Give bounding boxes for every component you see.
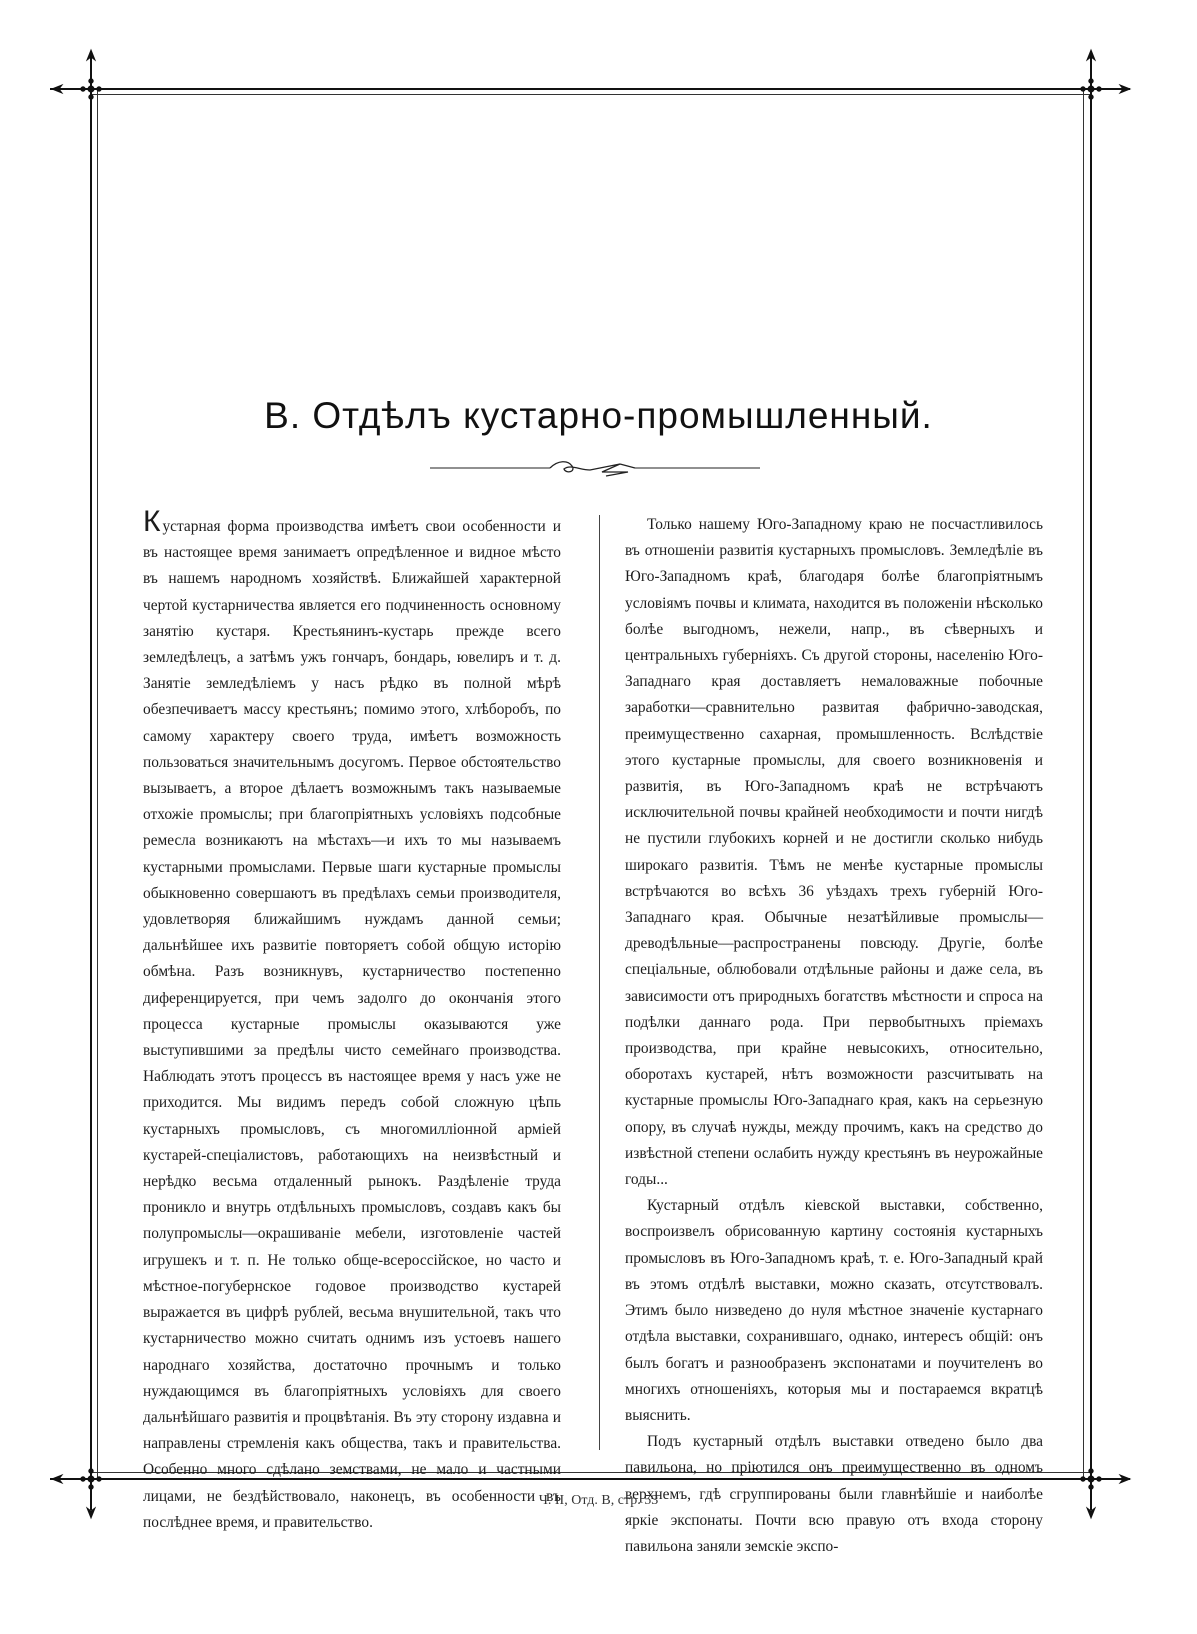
text-column-right: [625, 512, 1043, 1560]
drop-cap: К: [143, 505, 161, 538]
corner-ornament-icon: [1046, 1434, 1136, 1524]
frame-left-rule: [90, 55, 92, 1510]
frame-right-inner-rule: [1083, 88, 1084, 1478]
corner-ornament-icon: [1046, 44, 1136, 134]
page-footer: Ч. II, Отд. В, стр. 53: [538, 1493, 659, 1508]
frame-right-rule: [1090, 55, 1092, 1510]
paragraph-text: устарная форма производства имѣетъ свои особенности и въ настоящее время занимаетъ опредѣленное и видное мѣсто въ нашемъ народномъ хозяйствѣ. Ближайшей характерной чертой кустарничества является его подчиненность основному занятію кустаря. Крестьянинъ-кустарь прежде всего земледѣлецъ, а затѣмъ ужъ гончаръ, бондарь, ювелиръ и т. д. Занятіе земледѣліемъ у насъ рѣдко въ полной мѣрѣ обезпечиваетъ массу крестьянъ; помимо этого, хлѣборобъ, по самому характеру своего труда, имѣетъ возможность пользоваться значительнымъ досугомъ. Первое обстоятельство вызываетъ, а второе дѣлаетъ возможнымъ такъ называемые отхожіе промыслы; при благопріятныхъ условіяхъ подсобные ремесла возникаютъ на мѣстахъ—и ихъ то мы называемъ кустарными промыслами. Первые шаги кустарные промыслы обыкновенно совершаютъ въ предѣлахъ семьи производителя, удовлетворяя ближайшимъ нуждамъ данной семьи; дальнѣйшее ихъ развитіе повторяетъ собой общую исторію обмѣна. Разъ возникнувъ, кустарничество постепенно диференцируется, при чемъ задолго до окончанія этого процесса кустарные промыслы оказываются уже выступившими за предѣлы чисто семейнаго производства. Наблюдать этотъ процессъ въ настоящее время у насъ уже не приходится. Мы видимъ передъ собой сложную цѣпь кустарныхъ промысловъ, съ многомилліонной арміей кустарей-спеціалистовъ, работающихъ на неизвѣстный и нерѣдко весьма отдаленный рынокъ. Раздѣленіе труда проникло и внутрь отдѣльныхъ промысловъ, создавъ какъ бы полупромыслы—окрашиваніе мебели, изготовленіе частей игрушекъ и т. п. Не только обще-всероссійское, но часто и мѣстное-погубернское годовое производство кустарей выражается въ цифрѣ рублей, весьма внушительной, такъ что кустарничество можно считать однимъ изъ устоевъ нашего народнаго хозяйства, достаточно прочнымъ и только нуждающимся въ благопріятныхъ условіяхъ для своего дальнѣйшаго развитія и процвѣтанія. Въ эту сторону издавна и направлены стремленія какъ общества, такъ и правительства. Особенно много сдѣлано земствами, не мало и частными лицами, не бездѣйствовало, наконецъ, въ особенности въ послѣднее время, и правительство.: [143, 518, 561, 1531]
section-title: В. Отдѣлъ кустарно-промышленный.: [264, 395, 933, 436]
frame-top-rule: [50, 88, 1130, 90]
body-paragraph: Подъ кустарный отдѣлъ выставки отведено было два павильона, но пріютился онъ преимущественно въ одномъ верхнемъ, гдѣ сгруппированы были главнѣйшіе и наиболѣе яркіе экспонаты. Почти всю правую отъ входа сторону павильона заняли земскіе экспо-: [625, 1433, 1043, 1555]
frame-left-inner-rule: [97, 88, 98, 1478]
body-paragraph: Только нашему Юго-Западному краю не посчастливилось въ отношеніи развитія кустарныхъ промысловъ. Земледѣліе въ Юго-Западномъ краѣ, благодаря болѣе благопріятнымъ условіямъ почвы и климата, находится въ положеніи нѣсколько болѣе выгодномъ, нежели, напр., въ сѣверныхъ и центральныхъ губерніяхъ. Съ другой стороны, населенію Юго-Западнаго края доставляетъ немаловажные побочные заработки—сравнительно развитая фабрично-заводская, преимущественно сахарная, промышленность. Вслѣдствіе этого кустарные промыслы, для своего возникновенія и развитія, въ Юго-Западномъ краѣ не встрѣчаютъ исключительной почвы крайней необходимости и почти нигдѣ не пустили глубокихъ корней и не достигли сколько нибудь широкаго развитія. Тѣмъ не менѣе кустарные промыслы встрѣчаются во всѣхъ 36 уѣздахъ трехъ губерній Юго-Западнаго края. Обычные незатѣйливые промыслы—древодѣльные—распространены повсюду. Другіе, болѣе спеціальные, облюбовали отдѣльные районы и даже села, въ зависимости отъ природныхъ богатствъ мѣстности и спроса на подѣлки даннаго рода. При первобытныхъ пріемахъ производства, при крайне невысокихъ, относительно, оборотахъ кустарей, нѣтъ возможности разсчитывать на кустарные промыслы Юго-Западнаго края, какъ на серьезную опору, въ случаѣ нужды, между прочимъ, какъ на средство до извѣстной степени ослабить нужду крестьянъ въ неурожайные годы...: [625, 516, 1043, 1189]
corner-ornament-icon: [46, 1434, 136, 1524]
body-paragraph: Кустарный отдѣлъ кіевской выставки, собственно, воспроизвелъ обрисованную картину состоянія кустарныхъ промысловъ въ Юго-Западномъ краѣ, т. е. Юго-Западный край въ этомъ отдѣлѣ выставки, можно сказать, отсутствовалъ. Этимъ было низведено до нуля мѣстное значеніе кустарнаго отдѣла выставки, сохранившаго, однако, интересъ общій: онъ былъ богатъ и разнообразенъ экспонатами и поучителенъ во многихъ отношеніяхъ, которыя мы и постараемся вкратцѣ выяснить.: [625, 1197, 1043, 1424]
body-paragraph: [143, 505, 561, 1536]
corner-ornament-icon: [46, 44, 136, 134]
title-flourish-icon: [430, 458, 760, 482]
frame-top-inner-rule: [90, 94, 1090, 95]
column-divider: [599, 515, 600, 1450]
text-column-left: [143, 505, 561, 1536]
